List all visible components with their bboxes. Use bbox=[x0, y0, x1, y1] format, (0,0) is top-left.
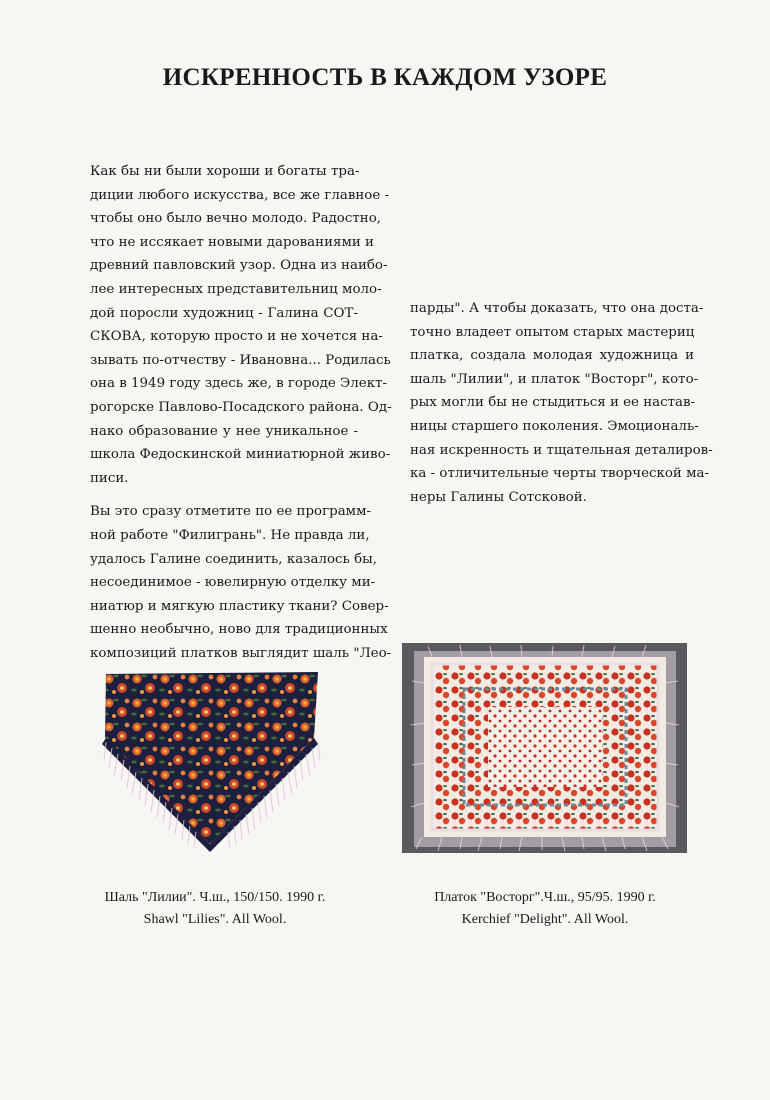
text-line: Как бы ни были хороши и богаты тра- bbox=[90, 164, 360, 179]
text-line: рых могли бы не стыдиться и ее настав- bbox=[410, 395, 696, 411]
text-line: композиций платков выглядит шаль "Лео- bbox=[90, 645, 392, 661]
text-line: Вы это сразу отметите по ее программ- bbox=[90, 504, 372, 520]
caption-ru: Шаль "Лилии". Ч.ш., 150/150. 1990 г. bbox=[104, 890, 326, 905]
text-line: несоединимое - ювелирную отделку ми- bbox=[90, 575, 376, 591]
text-line: шаль "Лилии", и платок "Восторг", кото- bbox=[410, 371, 699, 387]
text-line: дой поросли художниц - Галина СОТ- bbox=[90, 305, 358, 321]
text-line: ниатюр и мягкую пластику ткани? Совер- bbox=[90, 598, 389, 614]
paragraph-1 bbox=[90, 160, 392, 490]
text-line: ной работе "Филигрань". Не правда ли, bbox=[90, 527, 370, 543]
text-line: неры Галины Сотсковой. bbox=[410, 489, 587, 505]
text-line: ка - отличительные черты творческой ма- bbox=[410, 466, 710, 482]
text-line: школа Федоскинской миниатюрной живо- bbox=[90, 447, 391, 463]
text-line: писи. bbox=[90, 470, 129, 486]
kerchief-delight-caption bbox=[400, 887, 690, 931]
caption-ru: Платок "Восторг".Ч.ш., 95/95. 1990 г. bbox=[434, 890, 656, 905]
text-line: точно владеет опытом старых мастериц bbox=[410, 324, 695, 340]
text-line: шенно необычно, ново для традиционных bbox=[90, 622, 388, 638]
text-line: что не иссякает новыми дарованиями и bbox=[90, 234, 374, 250]
text-line: лее интересных представительниц моло- bbox=[90, 281, 382, 297]
text-line: чтобы оно было вечно молодо. Радостно, bbox=[90, 211, 382, 227]
text-line: парды". А чтобы доказать, что она доста- bbox=[410, 301, 704, 316]
shawl-lilies-caption bbox=[60, 887, 370, 931]
caption-en: Kerchief "Delight". All Wool. bbox=[461, 912, 629, 927]
text-line: ницы старшего поколения. Эмоциональ- bbox=[410, 418, 699, 434]
caption-en: Shawl "Lilies". All Wool. bbox=[143, 912, 287, 927]
kerchief-delight-photo bbox=[402, 643, 687, 853]
text-line: она в 1949 году здесь же, в городе Элект- bbox=[90, 376, 388, 392]
article-left-column bbox=[90, 160, 392, 665]
page-title: ИСКРЕННОСТЬ В КАЖДОМ УЗОРЕ bbox=[162, 64, 608, 91]
text-line: зывать по-отчеству - Ивановна... Родилась bbox=[90, 352, 391, 368]
text-line: нако образование у нее уникальное - bbox=[90, 423, 358, 439]
text-line: древний павловский узор. Одна из наибо- bbox=[90, 258, 388, 274]
article-right-column bbox=[410, 297, 713, 509]
shawl-lilies-photo bbox=[102, 672, 322, 852]
paragraph-2 bbox=[90, 500, 392, 665]
text-line: диции любого искусства, все же главное - bbox=[90, 187, 390, 203]
text-line: ная искренность и тщательная деталиров- bbox=[410, 442, 713, 458]
text-line: удалось Галине соединить, казалось бы, bbox=[90, 551, 378, 567]
text-line: рогорске Павлово-Посадского района. Од- bbox=[90, 399, 392, 415]
text-line: СКОВА, которую просто и не хочется на- bbox=[90, 329, 383, 345]
text-line: платка, создала молодая художница и bbox=[410, 348, 694, 364]
